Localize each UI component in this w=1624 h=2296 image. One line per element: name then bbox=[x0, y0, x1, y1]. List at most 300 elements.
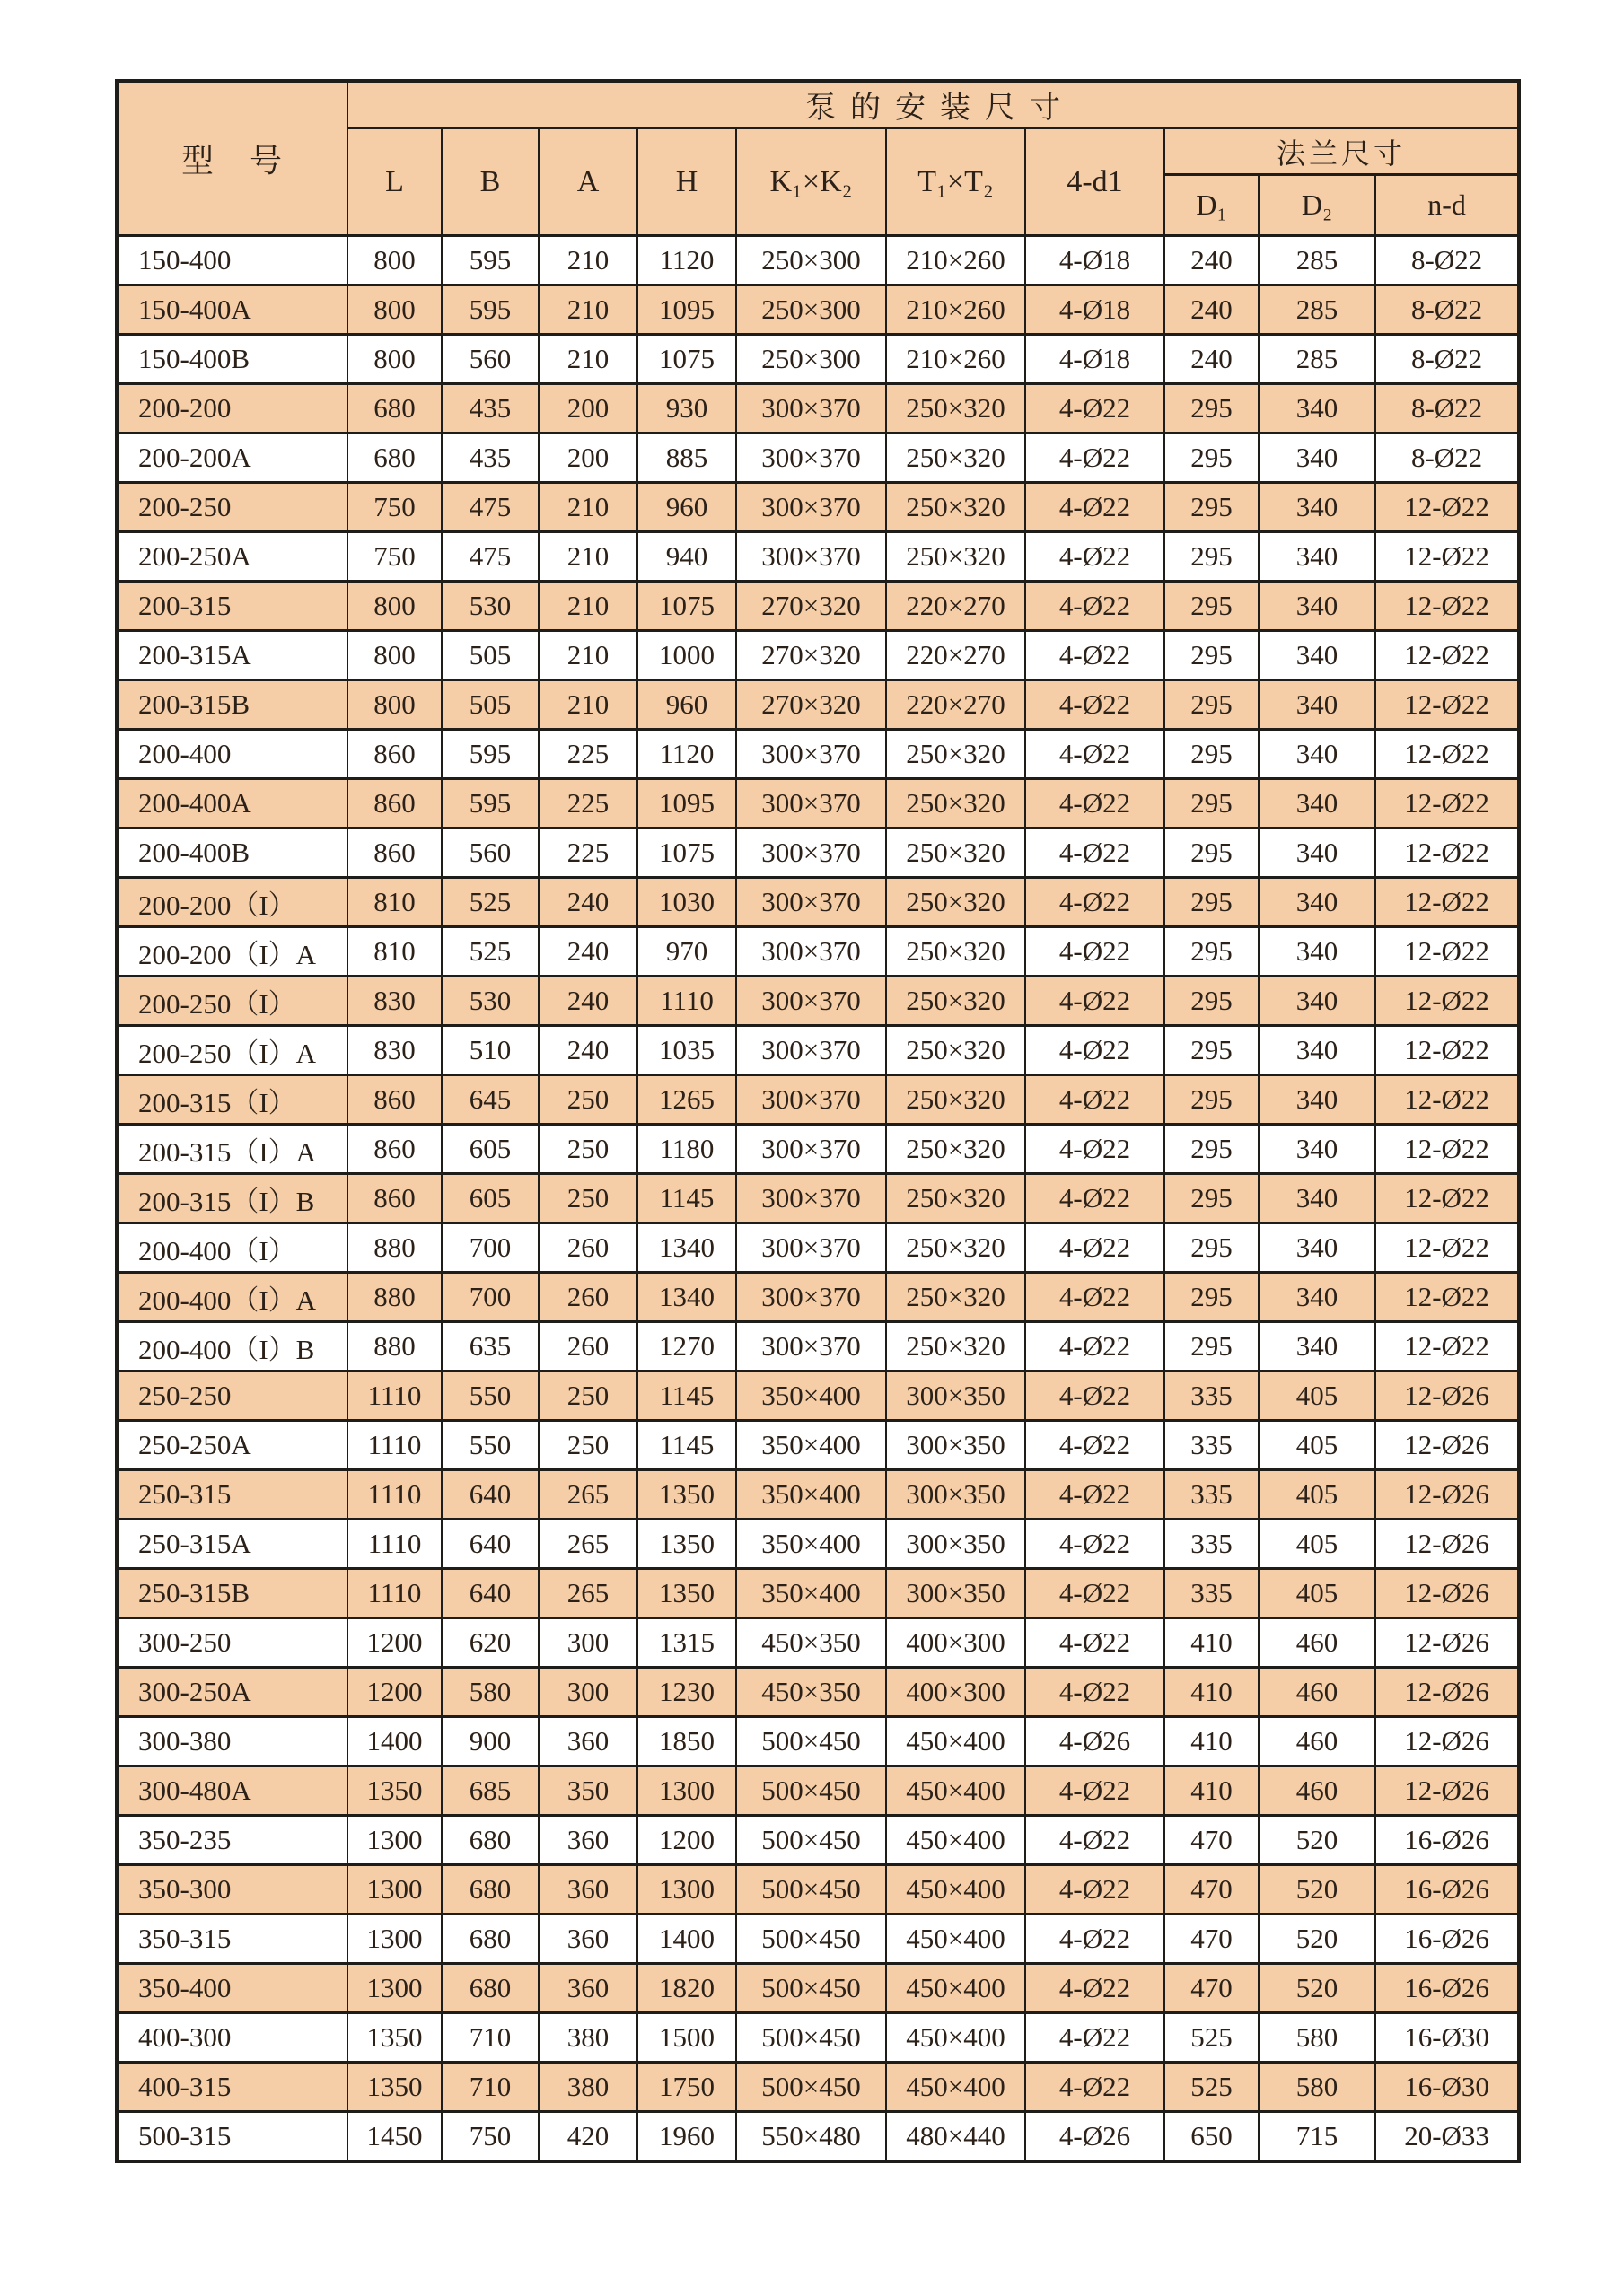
table-row bbox=[117, 1915, 1519, 1964]
value-cell: 1200 bbox=[347, 1618, 442, 1668]
value-cell: 420 bbox=[539, 2112, 637, 2161]
value-cell: 410 bbox=[1164, 1618, 1259, 1668]
table-header bbox=[117, 81, 1519, 236]
value-cell: 640 bbox=[442, 1470, 539, 1520]
col-header-4-d1: 4-d1 bbox=[1025, 128, 1164, 236]
value-cell: 470 bbox=[1164, 1816, 1259, 1865]
value-cell: 595 bbox=[442, 779, 539, 828]
table-row bbox=[117, 680, 1519, 730]
value-cell: 250 bbox=[539, 1371, 637, 1421]
value-cell: 225 bbox=[539, 730, 637, 779]
value-cell: 4-Ø22 bbox=[1025, 1766, 1164, 1816]
col-header-B: B bbox=[442, 128, 539, 236]
value-cell: 715 bbox=[1259, 2112, 1375, 2161]
value-cell: 520 bbox=[1259, 1816, 1375, 1865]
value-cell: 300×350 bbox=[886, 1470, 1025, 1520]
value-cell: 350 bbox=[539, 1766, 637, 1816]
value-cell: 340 bbox=[1259, 483, 1375, 532]
value-cell: 405 bbox=[1259, 1421, 1375, 1470]
value-cell: 680 bbox=[442, 1816, 539, 1865]
table-row bbox=[117, 1125, 1519, 1174]
model-cell: 200-315 bbox=[117, 582, 347, 631]
value-cell: 300×370 bbox=[736, 1026, 886, 1075]
model-cell: 250-315B bbox=[117, 1569, 347, 1618]
model-cell: 500-315 bbox=[117, 2112, 347, 2161]
value-cell: 560 bbox=[442, 828, 539, 878]
value-cell: 250 bbox=[539, 1075, 637, 1125]
value-cell: 4-Ø22 bbox=[1025, 384, 1164, 434]
value-cell: 800 bbox=[347, 236, 442, 285]
value-cell: 405 bbox=[1259, 1470, 1375, 1520]
value-cell: 830 bbox=[347, 1026, 442, 1075]
value-cell: 12-Ø22 bbox=[1375, 828, 1519, 878]
value-cell: 1960 bbox=[637, 2112, 736, 2161]
value-cell: 250×320 bbox=[886, 779, 1025, 828]
value-cell: 1300 bbox=[637, 1766, 736, 1816]
value-cell: 1265 bbox=[637, 1075, 736, 1125]
value-cell: 12-Ø22 bbox=[1375, 582, 1519, 631]
value-cell: 4-Ø18 bbox=[1025, 236, 1164, 285]
value-cell: 300×370 bbox=[736, 730, 886, 779]
table-row bbox=[117, 1668, 1519, 1717]
col-header-A: A bbox=[539, 128, 637, 236]
table-row bbox=[117, 1371, 1519, 1421]
table-title: 泵的安装尺寸 bbox=[347, 81, 1519, 128]
table-row bbox=[117, 1520, 1519, 1569]
value-cell: 340 bbox=[1259, 1026, 1375, 1075]
value-cell: 12-Ø26 bbox=[1375, 1520, 1519, 1569]
value-cell: 340 bbox=[1259, 582, 1375, 631]
value-cell: 860 bbox=[347, 1125, 442, 1174]
value-cell: 12-Ø22 bbox=[1375, 730, 1519, 779]
value-cell: 1230 bbox=[637, 1668, 736, 1717]
value-cell: 295 bbox=[1164, 384, 1259, 434]
value-cell: 300×370 bbox=[736, 483, 886, 532]
value-cell: 450×400 bbox=[886, 1816, 1025, 1865]
value-cell: 340 bbox=[1259, 384, 1375, 434]
value-cell: 12-Ø22 bbox=[1375, 631, 1519, 680]
table-row bbox=[117, 1174, 1519, 1223]
value-cell: 810 bbox=[347, 927, 442, 977]
value-cell: 16-Ø30 bbox=[1375, 2013, 1519, 2063]
value-cell: 340 bbox=[1259, 878, 1375, 927]
value-cell: 525 bbox=[442, 878, 539, 927]
value-cell: 510 bbox=[442, 1026, 539, 1075]
value-cell: 650 bbox=[1164, 2112, 1259, 2161]
col-header-D2: D₂ bbox=[1259, 175, 1375, 236]
value-cell: 710 bbox=[442, 2013, 539, 2063]
table-row bbox=[117, 631, 1519, 680]
table-row bbox=[117, 1569, 1519, 1618]
value-cell: 250×320 bbox=[886, 730, 1025, 779]
value-cell: 300×370 bbox=[736, 1075, 886, 1125]
value-cell: 335 bbox=[1164, 1520, 1259, 1569]
value-cell: 525 bbox=[442, 927, 539, 977]
value-cell: 1450 bbox=[347, 2112, 442, 2161]
value-cell: 1350 bbox=[637, 1470, 736, 1520]
value-cell: 295 bbox=[1164, 779, 1259, 828]
value-cell: 210 bbox=[539, 335, 637, 384]
value-cell: 435 bbox=[442, 434, 539, 483]
value-cell: 360 bbox=[539, 1717, 637, 1766]
value-cell: 450×400 bbox=[886, 2013, 1025, 2063]
table-row bbox=[117, 335, 1519, 384]
value-cell: 1350 bbox=[637, 1569, 736, 1618]
value-cell: 410 bbox=[1164, 1668, 1259, 1717]
value-cell: 460 bbox=[1259, 1717, 1375, 1766]
value-cell: 405 bbox=[1259, 1569, 1375, 1618]
value-cell: 300×370 bbox=[736, 1322, 886, 1371]
table-row bbox=[117, 2013, 1519, 2063]
table-row bbox=[117, 1322, 1519, 1371]
value-cell: 300×370 bbox=[736, 878, 886, 927]
value-cell: 300 bbox=[539, 1668, 637, 1717]
value-cell: 340 bbox=[1259, 434, 1375, 483]
value-cell: 500×450 bbox=[736, 2063, 886, 2112]
value-cell: 580 bbox=[1259, 2063, 1375, 2112]
model-cell: 200-400（I）A bbox=[117, 1273, 347, 1322]
value-cell: 8-Ø22 bbox=[1375, 384, 1519, 434]
value-cell: 4-Ø22 bbox=[1025, 779, 1164, 828]
value-cell: 12-Ø26 bbox=[1375, 1618, 1519, 1668]
value-cell: 450×350 bbox=[736, 1668, 886, 1717]
table-row bbox=[117, 582, 1519, 631]
value-cell: 380 bbox=[539, 2063, 637, 2112]
value-cell: 4-Ø22 bbox=[1025, 1273, 1164, 1322]
value-cell: 405 bbox=[1259, 1371, 1375, 1421]
value-cell: 240 bbox=[539, 1026, 637, 1075]
value-cell: 12-Ø26 bbox=[1375, 1766, 1519, 1816]
value-cell: 680 bbox=[442, 1915, 539, 1964]
value-cell: 300×350 bbox=[886, 1569, 1025, 1618]
value-cell: 550 bbox=[442, 1421, 539, 1470]
value-cell: 505 bbox=[442, 631, 539, 680]
value-cell: 475 bbox=[442, 483, 539, 532]
value-cell: 295 bbox=[1164, 1223, 1259, 1273]
model-cell: 200-315B bbox=[117, 680, 347, 730]
value-cell: 335 bbox=[1164, 1371, 1259, 1421]
value-cell: 500×450 bbox=[736, 1865, 886, 1915]
value-cell: 210 bbox=[539, 680, 637, 730]
model-cell: 200-400（I）B bbox=[117, 1322, 347, 1371]
value-cell: 265 bbox=[539, 1470, 637, 1520]
value-cell: 210 bbox=[539, 532, 637, 582]
value-cell: 200 bbox=[539, 434, 637, 483]
value-cell: 1095 bbox=[637, 285, 736, 335]
value-cell: 530 bbox=[442, 977, 539, 1026]
value-cell: 4-Ø22 bbox=[1025, 680, 1164, 730]
value-cell: 250×320 bbox=[886, 927, 1025, 977]
value-cell: 12-Ø22 bbox=[1375, 1273, 1519, 1322]
model-cell: 250-250A bbox=[117, 1421, 347, 1470]
value-cell: 1180 bbox=[637, 1125, 736, 1174]
value-cell: 225 bbox=[539, 828, 637, 878]
value-cell: 220×270 bbox=[886, 582, 1025, 631]
table-row bbox=[117, 1964, 1519, 2013]
value-cell: 295 bbox=[1164, 1075, 1259, 1125]
value-cell: 12-Ø22 bbox=[1375, 483, 1519, 532]
value-cell: 12-Ø22 bbox=[1375, 1174, 1519, 1223]
value-cell: 1300 bbox=[347, 1816, 442, 1865]
value-cell: 295 bbox=[1164, 680, 1259, 730]
value-cell: 8-Ø22 bbox=[1375, 285, 1519, 335]
value-cell: 1030 bbox=[637, 878, 736, 927]
value-cell: 250×320 bbox=[886, 1075, 1025, 1125]
table-row bbox=[117, 1421, 1519, 1470]
value-cell: 680 bbox=[442, 1964, 539, 2013]
value-cell: 340 bbox=[1259, 532, 1375, 582]
model-cell: 200-250A bbox=[117, 532, 347, 582]
value-cell: 250×300 bbox=[736, 236, 886, 285]
value-cell: 12-Ø22 bbox=[1375, 1075, 1519, 1125]
value-cell: 240 bbox=[539, 878, 637, 927]
value-cell: 295 bbox=[1164, 1174, 1259, 1223]
value-cell: 270×320 bbox=[736, 680, 886, 730]
value-cell: 12-Ø22 bbox=[1375, 1125, 1519, 1174]
value-cell: 450×400 bbox=[886, 1865, 1025, 1915]
value-cell: 210 bbox=[539, 483, 637, 532]
value-cell: 340 bbox=[1259, 1273, 1375, 1322]
table-row bbox=[117, 1618, 1519, 1668]
value-cell: 1270 bbox=[637, 1322, 736, 1371]
model-cell: 200-400 bbox=[117, 730, 347, 779]
value-cell: 4-Ø22 bbox=[1025, 1816, 1164, 1865]
value-cell: 1110 bbox=[347, 1470, 442, 1520]
value-cell: 4-Ø22 bbox=[1025, 1026, 1164, 1075]
value-cell: 295 bbox=[1164, 878, 1259, 927]
value-cell: 470 bbox=[1164, 1865, 1259, 1915]
value-cell: 335 bbox=[1164, 1470, 1259, 1520]
table-row bbox=[117, 1273, 1519, 1322]
model-cell: 200-200A bbox=[117, 434, 347, 483]
value-cell: 350×400 bbox=[736, 1421, 886, 1470]
value-cell: 1110 bbox=[347, 1421, 442, 1470]
value-cell: 885 bbox=[637, 434, 736, 483]
value-cell: 340 bbox=[1259, 730, 1375, 779]
value-cell: 680 bbox=[347, 434, 442, 483]
value-cell: 250×320 bbox=[886, 1125, 1025, 1174]
value-cell: 12-Ø22 bbox=[1375, 927, 1519, 977]
value-cell: 940 bbox=[637, 532, 736, 582]
value-cell: 240 bbox=[1164, 335, 1259, 384]
value-cell: 500×450 bbox=[736, 1766, 886, 1816]
value-cell: 250 bbox=[539, 1174, 637, 1223]
value-cell: 500×450 bbox=[736, 1915, 886, 1964]
model-cell: 350-235 bbox=[117, 1816, 347, 1865]
value-cell: 350×400 bbox=[736, 1371, 886, 1421]
value-cell: 300×370 bbox=[736, 1174, 886, 1223]
value-cell: 410 bbox=[1164, 1717, 1259, 1766]
value-cell: 12-Ø22 bbox=[1375, 1322, 1519, 1371]
model-cell: 200-315A bbox=[117, 631, 347, 680]
value-cell: 645 bbox=[442, 1075, 539, 1125]
value-cell: 295 bbox=[1164, 828, 1259, 878]
value-cell: 640 bbox=[442, 1520, 539, 1569]
value-cell: 285 bbox=[1259, 335, 1375, 384]
value-cell: 960 bbox=[637, 483, 736, 532]
value-cell: 20-Ø33 bbox=[1375, 2112, 1519, 2161]
value-cell: 270×320 bbox=[736, 631, 886, 680]
value-cell: 360 bbox=[539, 1915, 637, 1964]
value-cell: 16-Ø30 bbox=[1375, 2063, 1519, 2112]
value-cell: 860 bbox=[347, 1174, 442, 1223]
model-cell: 150-400A bbox=[117, 285, 347, 335]
value-cell: 1750 bbox=[637, 2063, 736, 2112]
value-cell: 930 bbox=[637, 384, 736, 434]
value-cell: 4-Ø22 bbox=[1025, 977, 1164, 1026]
model-cell: 200-200（I） bbox=[117, 878, 347, 927]
table-body bbox=[117, 236, 1519, 2161]
value-cell: 295 bbox=[1164, 631, 1259, 680]
table-row bbox=[117, 2063, 1519, 2112]
value-cell: 16-Ø26 bbox=[1375, 1816, 1519, 1865]
value-cell: 12-Ø26 bbox=[1375, 1470, 1519, 1520]
value-cell: 635 bbox=[442, 1322, 539, 1371]
value-cell: 1110 bbox=[347, 1569, 442, 1618]
value-cell: 500×450 bbox=[736, 2013, 886, 2063]
value-cell: 285 bbox=[1259, 236, 1375, 285]
value-cell: 1350 bbox=[347, 2013, 442, 2063]
col-header-T1xT2: T₁×T₂ bbox=[886, 128, 1025, 236]
value-cell: 350×400 bbox=[736, 1520, 886, 1569]
value-cell: 250×320 bbox=[886, 1223, 1025, 1273]
value-cell: 450×400 bbox=[886, 1766, 1025, 1816]
value-cell: 560 bbox=[442, 335, 539, 384]
value-cell: 1000 bbox=[637, 631, 736, 680]
value-cell: 340 bbox=[1259, 1125, 1375, 1174]
value-cell: 1315 bbox=[637, 1618, 736, 1668]
value-cell: 4-Ø22 bbox=[1025, 1668, 1164, 1717]
value-cell: 1820 bbox=[637, 1964, 736, 2013]
value-cell: 4-Ø22 bbox=[1025, 1125, 1164, 1174]
col-header-n-d: n-d bbox=[1375, 175, 1519, 236]
value-cell: 4-Ø22 bbox=[1025, 927, 1164, 977]
model-cell: 200-250（I） bbox=[117, 977, 347, 1026]
value-cell: 470 bbox=[1164, 1915, 1259, 1964]
value-cell: 295 bbox=[1164, 927, 1259, 977]
value-cell: 435 bbox=[442, 384, 539, 434]
value-cell: 340 bbox=[1259, 1223, 1375, 1273]
value-cell: 240 bbox=[539, 977, 637, 1026]
value-cell: 605 bbox=[442, 1174, 539, 1223]
value-cell: 1350 bbox=[637, 1520, 736, 1569]
value-cell: 900 bbox=[442, 1717, 539, 1766]
value-cell: 880 bbox=[347, 1322, 442, 1371]
value-cell: 750 bbox=[347, 483, 442, 532]
value-cell: 16-Ø26 bbox=[1375, 1964, 1519, 2013]
value-cell: 295 bbox=[1164, 582, 1259, 631]
value-cell: 4-Ø22 bbox=[1025, 1470, 1164, 1520]
value-cell: 4-Ø18 bbox=[1025, 335, 1164, 384]
value-cell: 295 bbox=[1164, 1125, 1259, 1174]
value-cell: 12-Ø22 bbox=[1375, 1223, 1519, 1273]
value-cell: 4-Ø22 bbox=[1025, 1223, 1164, 1273]
model-cell: 200-200 bbox=[117, 384, 347, 434]
value-cell: 250×300 bbox=[736, 285, 886, 335]
value-cell: 640 bbox=[442, 1569, 539, 1618]
value-cell: 1120 bbox=[637, 730, 736, 779]
model-cell: 200-200（I）A bbox=[117, 927, 347, 977]
value-cell: 210 bbox=[539, 631, 637, 680]
value-cell: 580 bbox=[1259, 2013, 1375, 2063]
value-cell: 4-Ø22 bbox=[1025, 1915, 1164, 1964]
value-cell: 12-Ø26 bbox=[1375, 1371, 1519, 1421]
value-cell: 360 bbox=[539, 1964, 637, 2013]
table-row bbox=[117, 927, 1519, 977]
value-cell: 800 bbox=[347, 285, 442, 335]
value-cell: 340 bbox=[1259, 680, 1375, 730]
value-cell: 250×320 bbox=[886, 1273, 1025, 1322]
value-cell: 700 bbox=[442, 1223, 539, 1273]
model-cell: 200-315（I）B bbox=[117, 1174, 347, 1223]
value-cell: 260 bbox=[539, 1322, 637, 1371]
value-cell: 460 bbox=[1259, 1766, 1375, 1816]
value-cell: 260 bbox=[539, 1273, 637, 1322]
value-cell: 4-Ø22 bbox=[1025, 878, 1164, 927]
value-cell: 1110 bbox=[347, 1520, 442, 1569]
value-cell: 200 bbox=[539, 384, 637, 434]
value-cell: 860 bbox=[347, 779, 442, 828]
value-cell: 250×320 bbox=[886, 532, 1025, 582]
value-cell: 450×400 bbox=[886, 1915, 1025, 1964]
value-cell: 360 bbox=[539, 1865, 637, 1915]
value-cell: 300×370 bbox=[736, 1273, 886, 1322]
table-row bbox=[117, 2112, 1519, 2161]
value-cell: 300×370 bbox=[736, 434, 886, 483]
col-header-L: L bbox=[347, 128, 442, 236]
value-cell: 220×270 bbox=[886, 680, 1025, 730]
value-cell: 460 bbox=[1259, 1668, 1375, 1717]
value-cell: 4-Ø22 bbox=[1025, 483, 1164, 532]
model-cell: 300-480A bbox=[117, 1766, 347, 1816]
table-row bbox=[117, 483, 1519, 532]
value-cell: 12-Ø22 bbox=[1375, 977, 1519, 1026]
value-cell: 1400 bbox=[637, 1915, 736, 1964]
value-cell: 210 bbox=[539, 236, 637, 285]
value-cell: 4-Ø18 bbox=[1025, 285, 1164, 335]
value-cell: 1300 bbox=[347, 1915, 442, 1964]
value-cell: 860 bbox=[347, 730, 442, 779]
table-row bbox=[117, 977, 1519, 1026]
value-cell: 4-Ø22 bbox=[1025, 1322, 1164, 1371]
value-cell: 250×320 bbox=[886, 1026, 1025, 1075]
pump-dimensions-table bbox=[115, 79, 1521, 2163]
value-cell: 595 bbox=[442, 730, 539, 779]
model-cell: 200-400B bbox=[117, 828, 347, 878]
value-cell: 12-Ø22 bbox=[1375, 680, 1519, 730]
value-cell: 4-Ø22 bbox=[1025, 2013, 1164, 2063]
value-cell: 580 bbox=[442, 1668, 539, 1717]
value-cell: 1200 bbox=[347, 1668, 442, 1717]
value-cell: 300×350 bbox=[886, 1520, 1025, 1569]
value-cell: 605 bbox=[442, 1125, 539, 1174]
value-cell: 4-Ø22 bbox=[1025, 1569, 1164, 1618]
value-cell: 450×400 bbox=[886, 2063, 1025, 2112]
value-cell: 300×370 bbox=[736, 779, 886, 828]
value-cell: 260 bbox=[539, 1223, 637, 1273]
value-cell: 400×300 bbox=[886, 1618, 1025, 1668]
value-cell: 295 bbox=[1164, 532, 1259, 582]
value-cell: 595 bbox=[442, 236, 539, 285]
value-cell: 1145 bbox=[637, 1174, 736, 1223]
value-cell: 210 bbox=[539, 582, 637, 631]
pump-dimension-sheet bbox=[115, 79, 1521, 2163]
value-cell: 620 bbox=[442, 1618, 539, 1668]
model-cell: 200-250（I）A bbox=[117, 1026, 347, 1075]
value-cell: 295 bbox=[1164, 977, 1259, 1026]
value-cell: 4-Ø22 bbox=[1025, 2063, 1164, 2112]
value-cell: 595 bbox=[442, 285, 539, 335]
